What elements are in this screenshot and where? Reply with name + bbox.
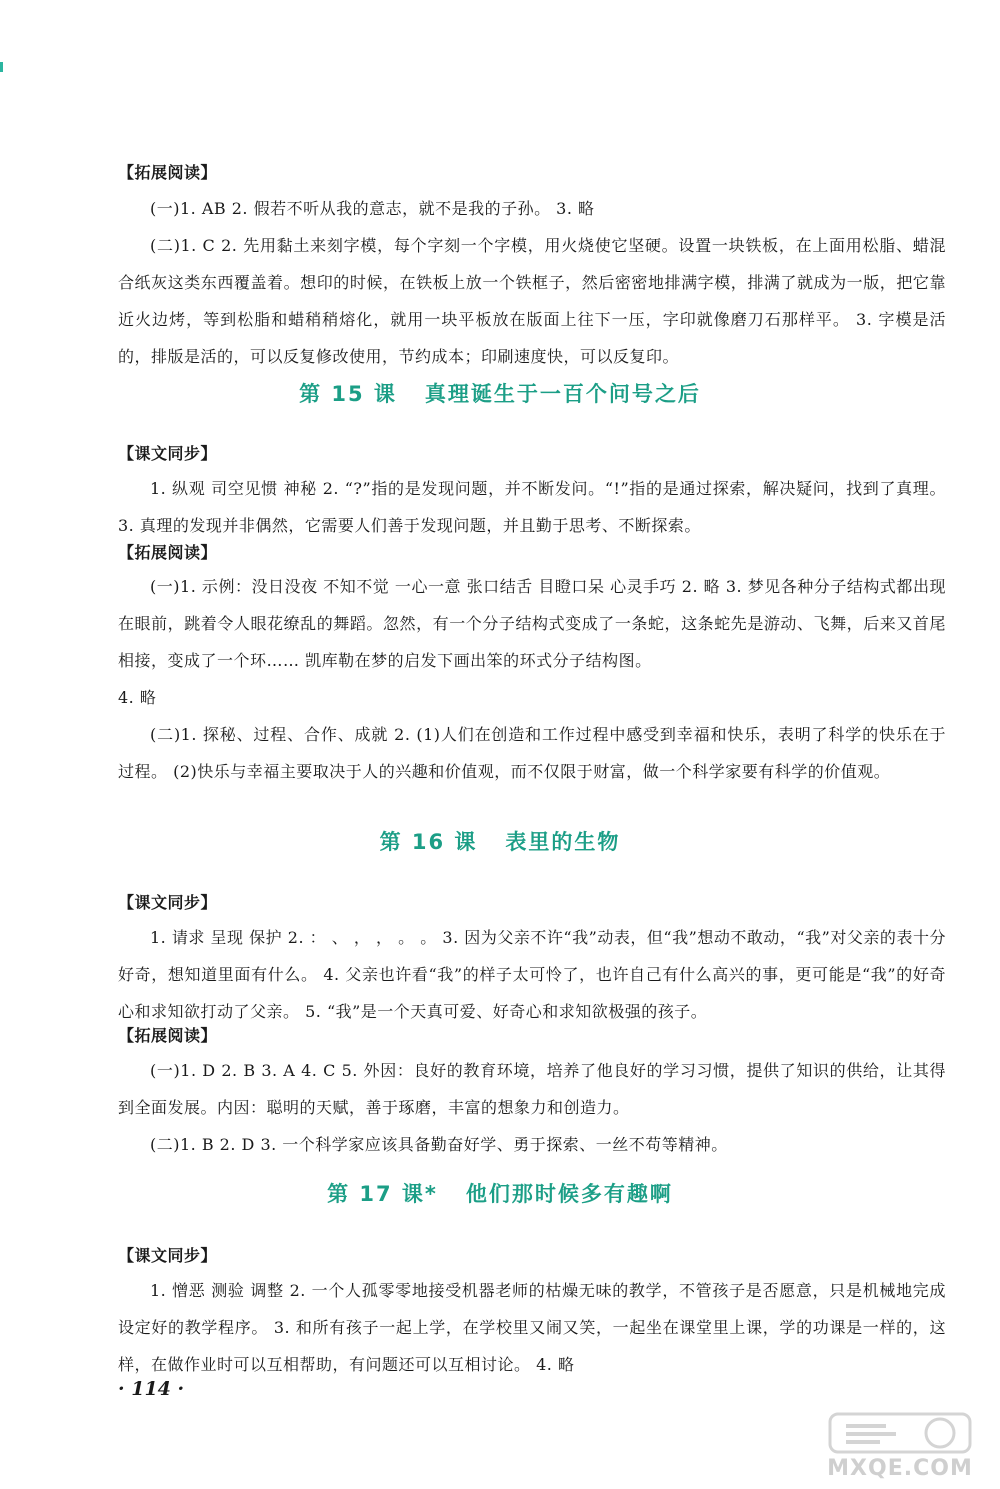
lesson-16-sync-section (118, 892, 946, 914)
lesson-15-reading-answers (118, 568, 946, 790)
answer-paragraph: (一)1. D 2. B 3. A 4. C 5. 外因：良好的教育环境，培养了他良好的学习习惯，提供了知识的供给，让其得到全面发展。内因：聪明的天赋，善于琢磨，丰富的想象力和创造力。 (118, 1061, 946, 1117)
lesson-number: 第 17 课* (327, 1182, 438, 1206)
answer-paragraph: 1. 纵观 司空见惯 神秘 2. “?”指的是发现问题，并不断发问。“!”指的是通过探索，解决疑问，找到了真理。 3. 真理的发现并非偶然，它需要人们善于发现问题，并且勤于思考、不断探索。 (118, 479, 946, 535)
answer-paragraph: 1. 请求 呈现 保护 2. ： 、 ， ， 。 。 3. 因为父亲不许“我”动表，但“我”想动不敢动，“我”对父亲的表十分好奇，想知道里面有什么。 4. 父亲也许看“我”的样子太可怜了，也许自己有什么高兴的事，更可能是“我”的好奇心和求知欲打动了父亲。 5. “我”是一个天真可爱、好奇心和求知欲极强的孩子。 (118, 928, 946, 1021)
section-label: 【课文同步】 (118, 893, 218, 912)
lesson-16-reading-answers (118, 1052, 946, 1163)
lesson-15-reading-section (118, 542, 946, 564)
answer-paragraph: 1. 憎恶 测验 调整 2. 一个人孤零零地接受机器老师的枯燥无味的教学，不管孩子是否愿意，只是机械地完成设定好的教学程序。 3. 和所有孩子一起上学，在学校里又闹又笑，一起坐在课堂里上课，学的功课是一样的，这样，在做作业时可以互相帮助，有问题还可以互相讨论。 4. 略 (118, 1281, 946, 1374)
section-label: 【拓展阅读】 (118, 163, 218, 182)
answer-block-1 (118, 190, 946, 375)
lesson-17-sync-answers (118, 1272, 946, 1383)
lesson-number: 第 16 课 (379, 830, 478, 854)
answer-paragraph: (一)1. AB 2. 假若不听从我的意志，就不是我的子孙。 3. 略 (150, 199, 595, 218)
lesson-16-sync-answers (118, 919, 946, 1030)
lesson-name: 表里的生物 (505, 830, 621, 854)
section-label: 【课文同步】 (118, 1246, 218, 1265)
lesson-number: 第 15 课 (299, 382, 397, 406)
section-label: 【课文同步】 (118, 444, 218, 463)
lesson-15-sync-section (118, 443, 946, 465)
section-label: 【拓展阅读】 (118, 1026, 218, 1045)
watermark-logo (810, 1408, 990, 1484)
section-label: 【拓展阅读】 (118, 543, 218, 562)
lesson-name: 真理诞生于一百个问号之后 (424, 382, 701, 406)
answer-paragraph: (二)1. C 2. 先用黏土来刻字模，每个字刻一个字模，用火烧使它坚硬。设置一块铁板，在上面用松脂、蜡混合纸灰这类东西覆盖着。想印的时候，在铁板上放一个铁框子，然后密密地排满字模，排满了就成为一版，把它靠近火边烤，等到松脂和蜡稍稍熔化，就用一块平板放在版面上往下一压，字印就像磨刀石那样平。 3. 字模是活的，排版是活的，可以反复修改使用，节约成本；印刷速度快，可以反复印。 (118, 236, 946, 366)
edge-mark (0, 62, 3, 72)
lesson-15-sync-answers (118, 470, 946, 544)
lesson-name: 他们那时候多有趣啊 (465, 1182, 673, 1206)
answer-paragraph: 4. 略 (118, 688, 157, 707)
lesson-title-17 (0, 1180, 1000, 1208)
lesson-title-16 (0, 828, 1000, 856)
answer-paragraph: (一)1. 示例：没日没夜 不知不觉 一心一意 张口结舌 目瞪口呆 心灵手巧 2. 略 3. 梦见各种分子结构式都出现在眼前，跳着令人眼花缭乱的舞蹈。忽然，有一个分子结构式变成了一条蛇，这条蛇先是游动、飞舞，后来又首尾相接，变成了一个环…… 凯库勒在梦的启发下画出笨的环式分子结构图。 (118, 577, 946, 670)
watermark-text: MXQE.COM (827, 1456, 973, 1481)
page-number: · 114 · (118, 1378, 185, 1400)
lesson-title-15 (0, 380, 1000, 408)
extended-reading-section (118, 162, 946, 184)
watermark-emblem-icon (810, 1408, 990, 1458)
answer-paragraph: (二)1. B 2. D 3. 一个科学家应该具备勤奋好学、勇于探索、一丝不苟等精神。 (150, 1135, 728, 1154)
answer-paragraph: (二)1. 探秘、过程、合作、成就 2. (1)人们在创造和工作过程中感受到幸福和快乐，表明了科学的快乐在于过程。 (2)快乐与幸福主要取决于人的兴趣和价值观，而不仅限于财富，做一个科学家要有科学的价值观。 (118, 725, 946, 781)
lesson-17-sync-section (118, 1245, 946, 1267)
lesson-16-reading-section (118, 1025, 946, 1047)
